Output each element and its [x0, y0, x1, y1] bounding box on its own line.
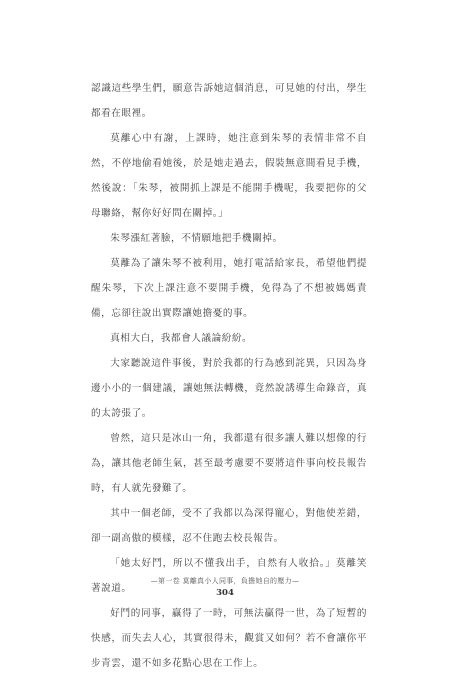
paragraph: 真相大白，我都會人議論紛紛。	[110, 333, 253, 344]
paragraph: 大家聽說這件事後，對於我都的行為感到詫異，只因為身邊小小的一個建議，讓她無法轉機，竟然說誘導生命錄音，真的太誇張了。	[91, 358, 367, 419]
paragraph: 「她太好鬥，所以不懂我出手，自然有人收拾。」莫離笑著說道。	[91, 558, 367, 594]
paragraph: 莫離為了讓朱琴不被利用，她打電話給家長，希望他們提醒朱琴，下次上課注意不要開手機，免得為了不想被媽媽責備，忘卻往說出實際讓她擔憂的事。	[91, 258, 367, 319]
paragraph: 曾然，這只是冰山一角，我都還有很多讓人難以想像的行為，讓其他老師生氣，甚至最考慮要不要將這件事向校長報告時，有人就先發難了。	[91, 433, 367, 494]
body-text	[91, 76, 367, 676]
page-number: 304	[216, 588, 234, 598]
paragraph: 認識這些學生們，願意告訴她這個消息，可見她的付出，學生都看在眼裡。	[91, 83, 367, 119]
paragraph: 朱琴漲紅著臉，不情願地把手機關掉。	[110, 233, 283, 244]
paragraph: 莫離心中有謝，上課時，她注意到朱琴的表情非常不自然，不停地偷看她後，於是她走過去，假裝無意間看見手機，然後說：「朱琴，被開抓上課是不能開手機呢，我要把你的父母聯絡，幫你好好問在關掉。」	[91, 133, 367, 219]
paragraph: 其中一個老師，受不了我都以為深得寵心，對他使差錯，卻一副高傲的模樣，忍不住跑去校長報告。	[91, 508, 367, 544]
paragraph: 好鬥的同事，贏得了一時，可無法贏得一世，為了短暫的快感，而失去人心，其實很得未，觀賞又如何？若不會讓你平步青雲，還不如多花點心思在工作上。	[91, 608, 367, 669]
running-footer: —第一卷 莫離真小人同事，負擔她自的壓力—	[150, 577, 300, 585]
